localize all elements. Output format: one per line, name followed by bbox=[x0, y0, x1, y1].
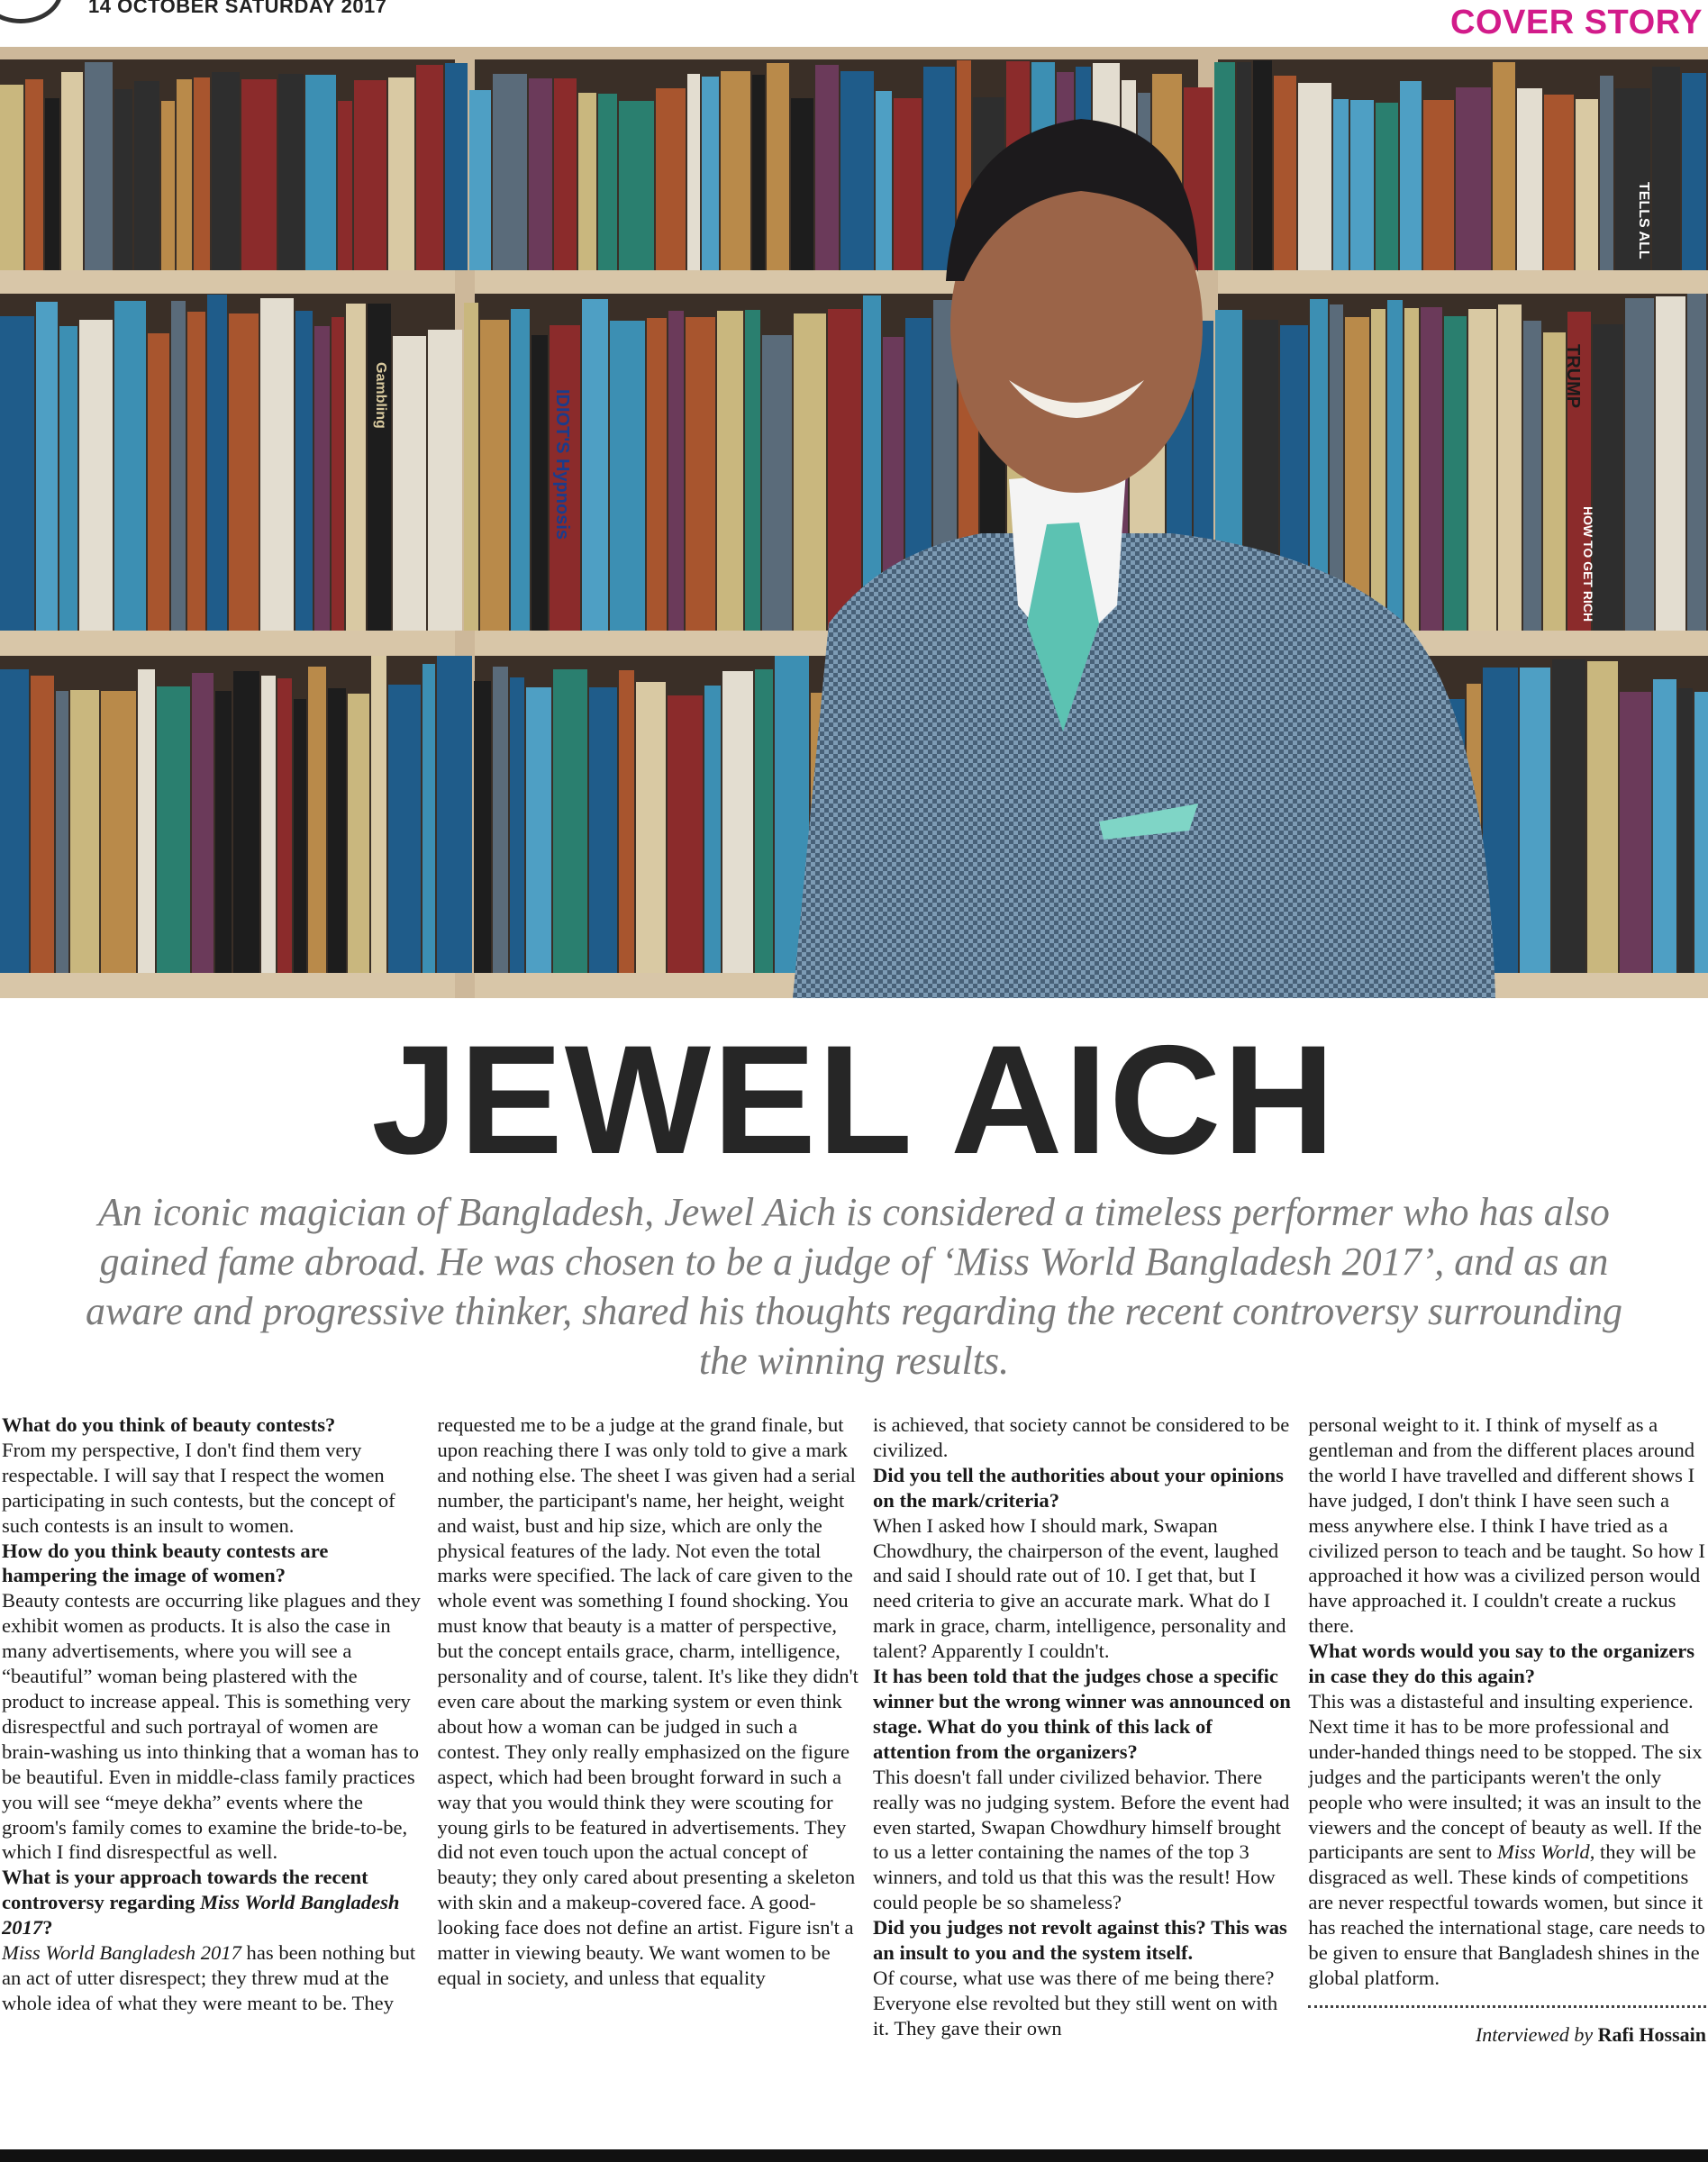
book-spine bbox=[56, 691, 68, 973]
book-spine bbox=[668, 695, 703, 973]
book-spine bbox=[422, 664, 435, 973]
book-spine bbox=[229, 313, 259, 631]
book-spine bbox=[1214, 62, 1235, 270]
book-spine bbox=[338, 101, 352, 270]
book-spine bbox=[717, 311, 743, 631]
question: It has been told that the judges chose a specific winner but the wrong winner was announced on stage. What do you think of this lack of attention from the organizers? bbox=[872, 1665, 1291, 1763]
book-spine bbox=[815, 65, 839, 270]
book-spine bbox=[348, 694, 369, 973]
book-spine bbox=[1694, 692, 1708, 973]
dek-subtitle: An iconic magician of Bangladesh, Jewel Aich is considered a timeless performer who has also gained fame abroad. He was chosen to be a judge of ‘Miss World Bangladesh 2017’, and as an aware and progressive thinker, shared his thoughts regarding the recent controversy surrounding the winning results. bbox=[85, 1190, 1623, 1383]
book-spine bbox=[305, 75, 336, 270]
book-spine bbox=[480, 320, 509, 631]
book-spine bbox=[721, 71, 750, 270]
book-spine bbox=[328, 688, 346, 973]
book-spine bbox=[474, 681, 491, 973]
book-spine bbox=[554, 78, 577, 270]
answer-title: Miss World Bangladesh 2017 bbox=[2, 1941, 241, 1965]
book-spine bbox=[647, 318, 667, 631]
book-spine bbox=[1652, 67, 1680, 270]
byline-label: Interviewed by bbox=[1475, 2022, 1594, 2046]
book-spine bbox=[314, 326, 330, 631]
book-spine bbox=[582, 299, 608, 631]
book-spine bbox=[428, 330, 462, 631]
book-spine bbox=[526, 687, 551, 973]
book-spine bbox=[371, 656, 386, 973]
book-spine bbox=[1678, 688, 1693, 973]
book-spine bbox=[346, 304, 366, 631]
hero-photo bbox=[0, 47, 1708, 998]
book-spine bbox=[85, 62, 113, 270]
book-spine bbox=[828, 309, 861, 631]
book-spine bbox=[598, 94, 617, 270]
answer: From my perspective, I don't find them very respectable. I will say that I respect the women participating in such contests, but the concept of such contests is an insult to women. bbox=[2, 1438, 395, 1537]
book-spine bbox=[894, 98, 922, 270]
book-spine bbox=[755, 669, 773, 973]
byline-name: Rafi Hossain bbox=[1597, 2022, 1707, 2046]
book-spine bbox=[1404, 308, 1419, 631]
answer: personal weight to it. I think of myself as a gentleman and from the different places around the world I have travelled and different shows I have judged, I don't think I have seen such a mess anywhere else. I think I have tried as a civilized person to teach and be taught. So how I approached it how was a civilized person would have approached it. I couldn't create a ruckus there. bbox=[1308, 1413, 1705, 1638]
book-spine bbox=[923, 67, 955, 270]
book-spine bbox=[1620, 692, 1651, 973]
book-spine bbox=[687, 74, 700, 270]
book-spine bbox=[294, 699, 306, 973]
book-spine bbox=[529, 78, 552, 270]
book-spine bbox=[511, 309, 530, 631]
answer bbox=[2, 1940, 422, 2016]
book-spine bbox=[510, 677, 524, 973]
dateline: 14 OCTOBER SATURDAY 2017 bbox=[88, 0, 387, 17]
column-3 bbox=[873, 1413, 1294, 2149]
question-text: ? bbox=[42, 1916, 53, 1939]
book-spine bbox=[791, 98, 813, 270]
book-spine bbox=[261, 676, 276, 973]
book-spine bbox=[101, 691, 136, 973]
book-spine bbox=[656, 88, 686, 270]
book-spine bbox=[762, 335, 792, 631]
book-spine bbox=[36, 302, 58, 631]
book-spine bbox=[388, 685, 421, 973]
book-spine bbox=[1345, 317, 1369, 631]
book-spine bbox=[1350, 100, 1374, 270]
column-1 bbox=[2, 1413, 422, 2149]
book-spine bbox=[388, 77, 414, 270]
book-spine bbox=[1682, 73, 1706, 270]
question: Did you tell the authorities about your opinions on the mark/criteria? bbox=[872, 1463, 1284, 1512]
book-spine bbox=[1552, 659, 1585, 973]
book-spine-title: TELLS ALL bbox=[1636, 182, 1651, 259]
book-spine bbox=[589, 687, 617, 973]
book-spine bbox=[619, 101, 654, 270]
book-spine bbox=[192, 673, 214, 973]
answer: When I asked how I should mark, Swapan Chowdhury, the chairperson of the event, laughed and said I should rate out of 10. I get that, but I need criteria to give an accurate mark. What do I mark in grace, charm, intelligence, personality and talent? Apparently I couldn't. bbox=[872, 1513, 1286, 1663]
book-spine bbox=[277, 678, 292, 973]
book-spine bbox=[70, 690, 99, 973]
book-spine bbox=[619, 670, 634, 973]
book-spine bbox=[332, 317, 344, 631]
answer: requested me to be a judge at the grand finale, but upon reaching there I was only told to give a mark and nothing else. The sheet I was given had a serial number, the participant's name, her height, weight and waist, bust and hip size, which are only the physical features of the lady. Not even the total marks were specified. The lack of care given to the whole event was something I found shocking. You must know that beauty is a matter of perspective, but the concept entails grace, charm, intelligence, personality and of course, talent. It's like they didn't even care about the marking system or even think about how a woman can be judged in such a contest. They only really emphasized on the figure aspect, which had been brought forward in such a way that you would think they were scouting for young girls to be featured in advertisements. They did not even touch upon the actual concept of beauty; they only cared about presenting a skeleton with skin and a makeup-covered face. A good-looking face does not define an artist. Figure isn't a matter in viewing beauty. We want women to be equal in society, and unless that equality bbox=[437, 1413, 859, 1989]
question bbox=[2, 1865, 422, 1940]
book-spine bbox=[840, 71, 874, 270]
book-spine bbox=[1517, 88, 1542, 270]
book-spine bbox=[493, 667, 508, 973]
book-spine bbox=[1498, 304, 1522, 631]
book-spine bbox=[493, 74, 527, 270]
answer: Of course, what use was there of me being there? Everyone else revolted but they still went on with it. They gave their own bbox=[872, 1966, 1278, 2039]
answer-text: , they will be disgraced as well. These kinds of competitions are never respectful towards women, but since it has reached the international stage, care needs to be given to ensure that Bangladesh shines in the global platform. bbox=[1308, 1840, 1705, 1989]
bottom-bar bbox=[0, 2149, 1708, 2162]
book-spine bbox=[752, 75, 765, 270]
book-spine bbox=[1423, 100, 1454, 270]
book-spine bbox=[445, 63, 468, 270]
book-spine bbox=[354, 80, 386, 270]
book-spine bbox=[794, 313, 826, 631]
book-spine bbox=[745, 310, 760, 631]
book-spine bbox=[215, 691, 232, 973]
book-spine-title: HOW TO GET RICH bbox=[1581, 506, 1595, 622]
book-spine bbox=[1376, 103, 1398, 270]
answer bbox=[1308, 1689, 1706, 1991]
book-spine-title: Gambling bbox=[373, 362, 388, 429]
book-spine bbox=[437, 656, 472, 973]
article-body bbox=[2, 1413, 1706, 2149]
book-spine bbox=[1371, 309, 1385, 631]
column-2 bbox=[437, 1413, 858, 2149]
book-spine bbox=[1444, 316, 1467, 631]
book-spine bbox=[767, 63, 789, 270]
book-spine bbox=[1543, 332, 1566, 631]
answer-text: has been nothing but an act of utter disrespect; they threw mud at the whole idea of what they were meant to be. They bbox=[2, 1941, 416, 2014]
book-spine bbox=[295, 311, 313, 631]
book-spine bbox=[578, 93, 596, 270]
book-spine bbox=[1576, 99, 1598, 270]
book-spine bbox=[393, 336, 426, 631]
book-spine bbox=[194, 77, 210, 270]
book-spine bbox=[1687, 294, 1706, 631]
book-spine bbox=[278, 74, 304, 270]
book-spine bbox=[148, 333, 169, 631]
book-spine bbox=[114, 89, 132, 270]
book-spine bbox=[1600, 76, 1613, 270]
book-spine bbox=[138, 669, 155, 973]
book-spine bbox=[212, 72, 240, 270]
book-spine bbox=[469, 90, 491, 270]
book-spine bbox=[161, 101, 175, 270]
book-spine bbox=[702, 77, 719, 270]
book-spine bbox=[233, 671, 259, 973]
book-spine bbox=[157, 686, 190, 973]
book-spine bbox=[416, 65, 443, 270]
book-spine bbox=[1468, 309, 1496, 631]
book-spine bbox=[1625, 298, 1654, 631]
question: What do you think of beauty contests? bbox=[2, 1413, 336, 1436]
book-spine bbox=[704, 686, 721, 973]
question: What words would you say to the organizers in case they do this again? bbox=[1308, 1640, 1695, 1688]
headline: JEWEL AICH bbox=[371, 1013, 1337, 1186]
book-spine bbox=[31, 676, 54, 973]
answer: Beauty contests are occurring like plagues and they exhibit women as products. It is also the case in many advertisements, where you will see a “beautiful” woman being plastered with the product to increase appeal. This is something very disrespectful and such portrayal of women are brain-washing us into thinking that a woman has to be beautiful. Even in middle-class family practices you will see “meye dekha” events where the groom's family comes to examine the bride-to-be, which I find disrespectful as well. bbox=[2, 1589, 421, 1864]
book-spine bbox=[668, 311, 684, 631]
book-spine bbox=[1587, 661, 1618, 973]
book-spine bbox=[1274, 76, 1296, 270]
book-spine bbox=[45, 98, 59, 270]
book-spine bbox=[1653, 679, 1676, 973]
book-spine bbox=[1544, 95, 1574, 270]
answer: is achieved, that society cannot be considered to be civilized. bbox=[872, 1413, 1290, 1461]
book-spine bbox=[876, 91, 892, 270]
book-spine bbox=[1656, 296, 1685, 631]
book-spine bbox=[464, 303, 478, 631]
book-spine bbox=[171, 301, 186, 631]
book-spine bbox=[177, 79, 192, 270]
book-spine bbox=[1298, 83, 1331, 270]
book-spine bbox=[1333, 99, 1349, 270]
book-spine bbox=[1520, 668, 1550, 973]
book-spine-title: TRUMP bbox=[1563, 344, 1583, 409]
dotted-divider bbox=[1308, 2005, 1706, 2008]
book-spine bbox=[0, 85, 23, 270]
book-spine bbox=[114, 301, 146, 631]
book-spine bbox=[59, 326, 77, 631]
book-spine bbox=[187, 312, 205, 631]
question-text: What is your approach towards the recent controversy regarding bbox=[2, 1866, 368, 1914]
book-spine bbox=[0, 316, 34, 631]
book-spine bbox=[1456, 87, 1491, 270]
book-spine bbox=[241, 79, 277, 270]
book-spine bbox=[25, 79, 43, 270]
book-spine bbox=[79, 320, 113, 631]
book-spine bbox=[610, 321, 645, 631]
page-number-circle bbox=[0, 0, 63, 23]
book-spine bbox=[1523, 321, 1541, 631]
book-spine bbox=[636, 682, 666, 973]
question-title: Miss World Bangladesh 2017 bbox=[2, 1891, 400, 1939]
book-spine bbox=[722, 671, 753, 973]
book-spine bbox=[686, 317, 715, 631]
book-spine bbox=[61, 72, 83, 270]
answer: This doesn't fall under civilized behavior. There really was no judging system. Before the event had even started, Swapan Chowdhury himself brought to us a letter containing the names of the top 3 winners, and told us that this was the result! How could people be so shameless? bbox=[872, 1765, 1290, 1914]
book-spine bbox=[260, 298, 294, 631]
book-spine bbox=[368, 304, 391, 631]
book-spine bbox=[1400, 81, 1422, 270]
section-label: COVER STORY bbox=[1450, 4, 1703, 41]
answer-title: Miss World bbox=[1496, 1840, 1590, 1864]
book-spine bbox=[1237, 62, 1251, 270]
book-spine bbox=[553, 669, 587, 973]
book-spine bbox=[207, 295, 227, 631]
book-spine bbox=[1421, 307, 1442, 631]
byline bbox=[1308, 2022, 1706, 2048]
book-spine bbox=[1493, 62, 1515, 270]
answer-text: This was a distasteful and insulting experience. Next time it has to be more professional and under-handed things need to be stopped. The six judges and the participants weren't the only people who were insulted; it was an insult to the viewers and the concept of beauty as well. If the participants are sent to bbox=[1308, 1689, 1703, 1864]
book-spine bbox=[308, 667, 326, 973]
column-4 bbox=[1308, 1413, 1706, 2149]
book-spine bbox=[134, 81, 159, 270]
hero-photo-illustration bbox=[0, 47, 1708, 998]
book-spine bbox=[1593, 324, 1623, 631]
book-spine-title: IDIOT'S Hypnosis bbox=[552, 389, 572, 540]
book-spine bbox=[1387, 300, 1403, 631]
book-spine bbox=[0, 669, 29, 973]
book-spine bbox=[531, 335, 548, 631]
question: How do you think beauty contests are hampering the image of women? bbox=[2, 1539, 329, 1587]
question: Did you judges not revolt against this? This was an insult to you and the system itself. bbox=[872, 1916, 1287, 1965]
book-spine bbox=[1253, 60, 1272, 270]
